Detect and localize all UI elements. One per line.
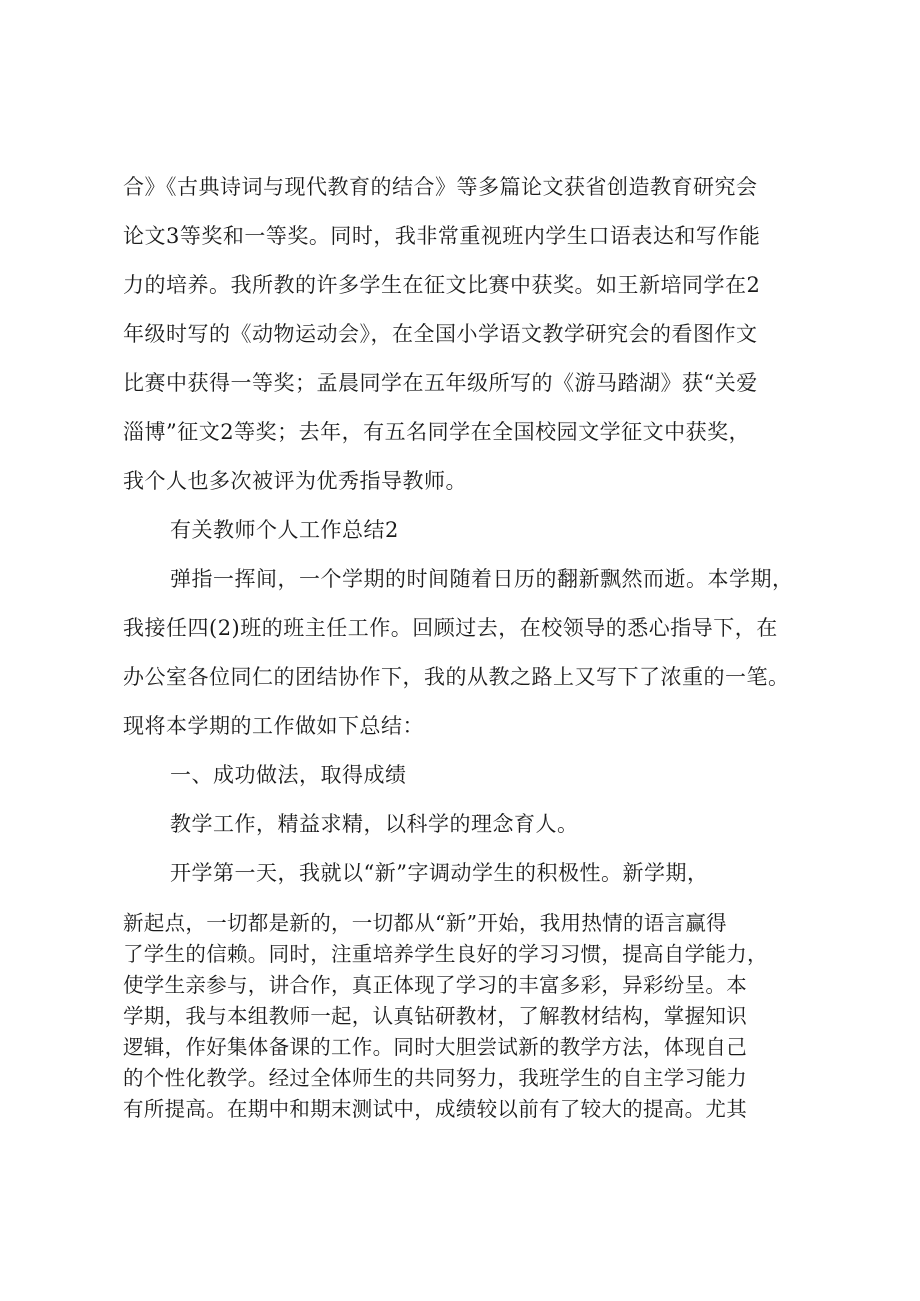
paragraph-line: 弹指一挥间，一个学期的时间随着日历的翻新飘然而逝。本学期， — [170, 567, 794, 591]
paragraph-line: 比赛中获得一等奖；孟晨同学在五年级所写的《游马踏湖》获“关爱 — [123, 371, 758, 395]
paragraph-line: 淄博”征文2等奖；去年，有五名同学在全国校园文学征文中获奖， — [123, 420, 751, 444]
paragraph-line: 有所提高。在期中和期末测试中，成绩较以前有了较大的提高。尤其 — [123, 1097, 747, 1121]
paragraph-line: 使学生亲参与，讲合作，真正体现了学习的丰富多彩，异彩纷呈。本 — [123, 973, 747, 997]
section-title: 有关教师个人工作总结2 — [170, 518, 399, 542]
paragraph-line: 我接任四(2)班的班主任工作。回顾过去，在校领导的悉心指导下，在 — [123, 616, 778, 640]
paragraph-line: 学期，我与本组教师一起，认真钻研教材，了解教材结构，掌握知识 — [123, 1004, 747, 1028]
paragraph-line: 新起点，一切都是新的，一切都从“新”开始，我用热情的语言赢得 — [123, 911, 727, 935]
heading-level-2: 教学工作，精益求精，以科学的理念育人。 — [170, 812, 579, 836]
paragraph-line: 年级时写的《动物运动会》，在全国小学语文教学研究会的看图作文 — [123, 322, 758, 346]
paragraph-line: 开学第一天，我就以“新”字调动学生的积极性。新学期， — [170, 861, 709, 885]
heading-level-1: 一、成功做法，取得成绩 — [170, 763, 407, 787]
paragraph-line: 的个性化教学。经过全体师生的共同努力，我班学生的自主学习能力 — [123, 1066, 747, 1090]
paragraph-line: 了学生的信赖。同时，注重培养学生良好的学习习惯，提高自学能力， — [123, 942, 768, 966]
paragraph-line: 我个人也多次被评为优秀指导教师。 — [123, 469, 467, 493]
paragraph-line: 论文3等奖和一等奖。同时，我非常重视班内学生口语表达和写作能 — [123, 224, 761, 248]
paragraph-line: 办公室各位同仁的团结协作下，我的从教之路上又写下了浓重的一笔。 — [123, 665, 790, 689]
paragraph-line: 力的培养。我所教的许多学生在征文比赛中获奖。如王新培同学在2 — [123, 273, 761, 297]
paragraph-line: 合》《古典诗词与现代教育的结合》等多篇论文获省创造教育研究会 — [123, 175, 758, 199]
paragraph-line: 逻辑，作好集体备课的工作。同时大胆尝试新的教学方法，体现自己 — [123, 1035, 747, 1059]
paragraph-line: 现将本学期的工作做如下总结： — [123, 714, 424, 738]
